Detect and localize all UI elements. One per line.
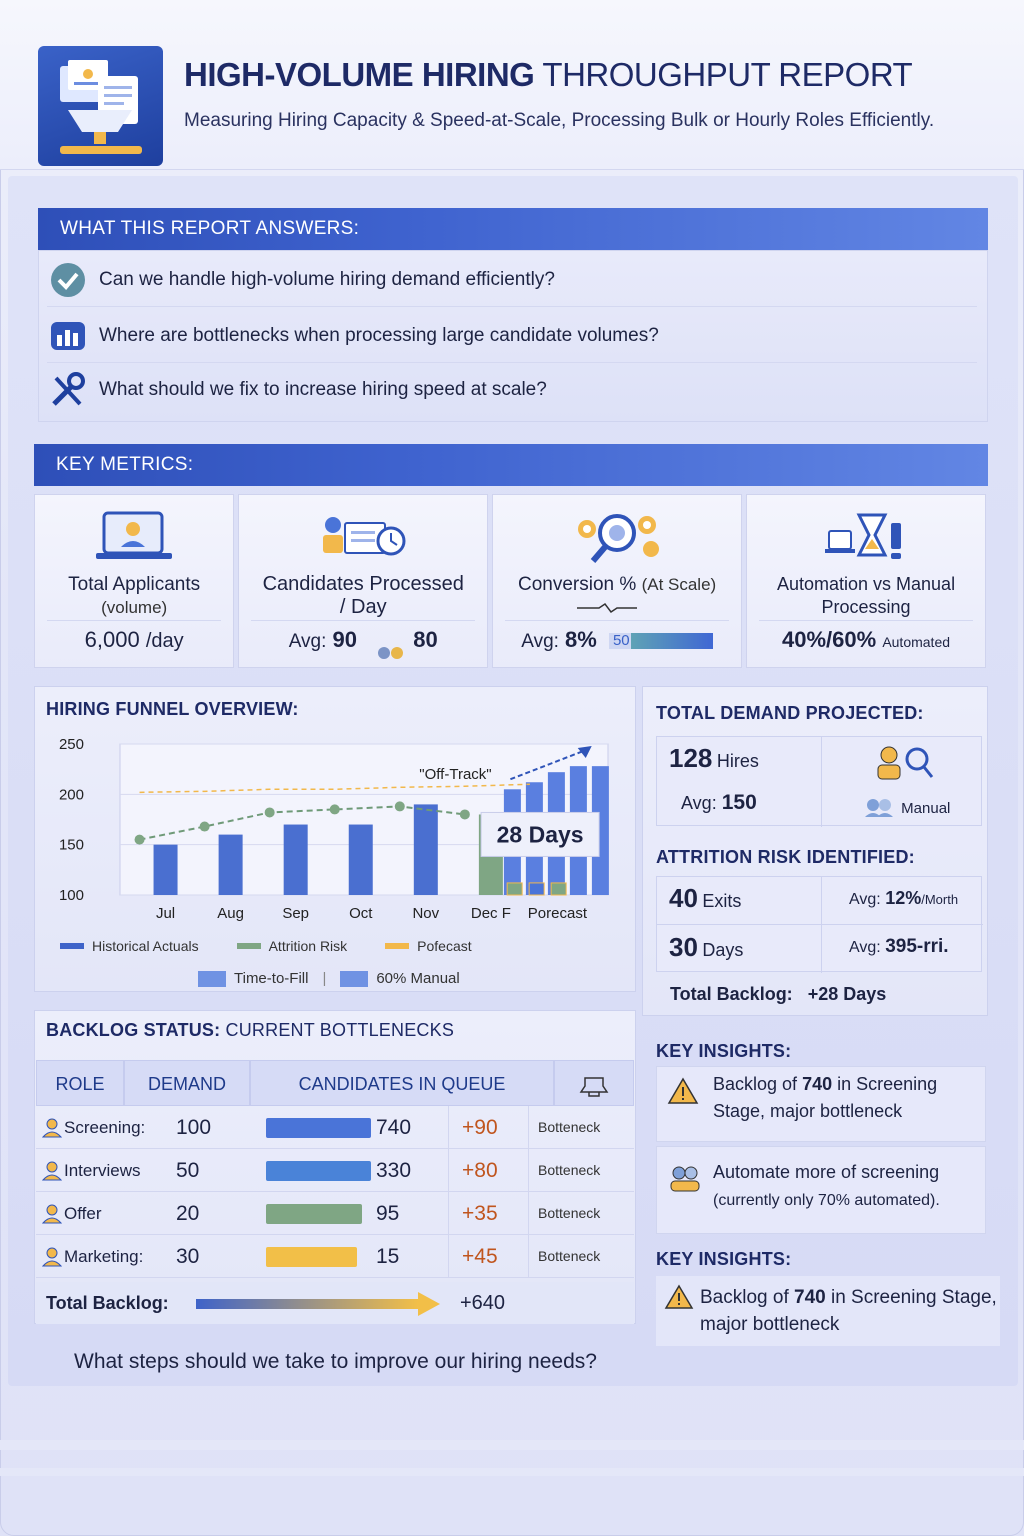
table-row (36, 1192, 634, 1235)
backlog-title (46, 1020, 454, 1041)
days-callout: 28 Days (496, 821, 584, 848)
queue-bar (266, 1247, 357, 1267)
x-tick-label: Porecast (527, 905, 588, 922)
insight-post: (currently only 70% automated). (713, 1192, 940, 1209)
metric-label (493, 573, 741, 596)
metric-label-text: Total Applicants (68, 574, 201, 595)
metric-extra-value: 80 (413, 627, 438, 652)
metric-value (505, 620, 729, 658)
queue-bar (266, 1204, 362, 1224)
table-row (36, 1106, 634, 1149)
column-header: DEMAND (124, 1060, 250, 1106)
attrition-backlog (670, 984, 886, 1005)
metric-sublabel: Processing (821, 597, 911, 617)
delta-cell: +90 (462, 1116, 498, 1139)
demand-manual (863, 797, 950, 821)
insight-post: in Screening Stage, major bottleneck (700, 1287, 997, 1335)
metric-extra-value: Automated (882, 634, 951, 650)
demand-avg (681, 791, 757, 815)
arrow-right-icon (196, 1292, 440, 1321)
status-badge: Botteneck (538, 1248, 601, 1264)
attrition-days-label: Days (702, 940, 744, 960)
legend-swatch (385, 943, 409, 949)
table-row (36, 1149, 634, 1192)
chart-legend-row-2: Time-to-Fill | 60% Manual (198, 970, 460, 987)
question-item (47, 253, 977, 307)
role-cell: Screening: (64, 1118, 146, 1137)
attrition-exits (669, 883, 741, 914)
hiring-report-logo-icon (38, 46, 163, 166)
delta-cell: +80 (462, 1159, 498, 1182)
delta-cell: +45 (462, 1245, 498, 1268)
attrition-avg2-value: 395-rri. (885, 936, 949, 957)
metric-card-automation (746, 494, 986, 668)
trend-point (395, 801, 405, 811)
bar (284, 825, 308, 895)
bar (219, 835, 243, 895)
answers-heading-band (38, 208, 988, 250)
attrition-title: ATTRITION RISK IDENTIFIED: (656, 847, 915, 867)
report-header (0, 0, 1024, 170)
insight-pre: Backlog of (700, 1287, 794, 1308)
attrition-exits-value: 40 (669, 883, 698, 913)
forecast-stack-bar (529, 883, 544, 895)
metric-avg-value: 8% (565, 627, 597, 652)
tools-icon (47, 369, 89, 411)
trend-point (265, 807, 275, 817)
demand-manual-label: Manual (901, 799, 951, 817)
role-cell: Offer (64, 1204, 102, 1223)
metric-value-unit: /day (145, 630, 184, 652)
bar (349, 825, 373, 895)
funnel-title: HIRING FUNNEL OVERVIEW: (46, 699, 299, 719)
metric-card-applicants (34, 494, 234, 668)
question-text: Can we handle high-volume hiring demand efficiently? (99, 268, 555, 290)
footer-question: What steps should we take to improve our hiring needs? (74, 1350, 597, 1373)
group-icon (863, 797, 897, 821)
forecast-stack-bar (507, 883, 522, 895)
bar-chart-icon (47, 315, 89, 357)
metric-label (239, 573, 487, 619)
person-search-icon (875, 743, 935, 787)
demand-avg-label: Avg: (681, 793, 717, 813)
warning-icon (664, 1284, 694, 1314)
insight-strong: 740 (802, 1074, 833, 1094)
x-tick-label: Nov (412, 905, 440, 922)
metric-label-text: Automation vs Manual (776, 574, 956, 594)
queue-cell: 330 (376, 1159, 412, 1182)
legend-label: 60% Manual (376, 970, 460, 987)
insight-text (713, 1159, 985, 1214)
insight-pre: Automate more of screening (713, 1162, 940, 1182)
metrics-heading-band (34, 444, 988, 486)
footer-divider (0, 1440, 1024, 1450)
insights-title: KEY INSIGHTS: (656, 1041, 792, 1061)
demand-box (656, 736, 982, 826)
metric-value-number: 6,000 (84, 627, 140, 652)
attrition-exits-label: Exits (702, 891, 742, 911)
person-icon (42, 1204, 62, 1229)
funnel-chart (48, 730, 628, 930)
answers-heading: WHAT THIS REPORT ANSWERS: (60, 218, 360, 239)
total-label: Total Backlog: (46, 1293, 169, 1313)
question-item (47, 363, 977, 417)
y-tick-label: 100 (58, 887, 84, 904)
legend-label: Historical Actuals (92, 938, 199, 954)
queue-cell: 15 (376, 1245, 400, 1268)
trend-point (330, 804, 340, 814)
off-track-annotation: "Off-Track" (419, 766, 492, 784)
legend-swatch (237, 943, 261, 949)
table-row (36, 1235, 634, 1278)
attrition-avg2-label: Avg: (849, 939, 881, 956)
delta-cell: +35 (462, 1202, 498, 1225)
y-tick-label: 200 (58, 786, 84, 804)
role-cell: Marketing: (64, 1247, 144, 1266)
key-metrics (34, 494, 986, 668)
metric-label-text: Candidates Processed (262, 573, 464, 595)
role-cell: Interviews (64, 1161, 141, 1180)
page-subtitle: Measuring Hiring Capacity & Speed-at-Scale, Processing Bulk or Hourly Roles Efficiently. (184, 110, 935, 131)
metric-extra-value: 50 (612, 632, 630, 650)
title-light: THROUGHPUT REPORT (542, 56, 913, 93)
insight-card (656, 1066, 986, 1142)
x-tick-label: Aug (217, 905, 244, 922)
legend-label: Time-to-Fill (234, 970, 309, 987)
x-tick-label: Dec F (470, 905, 511, 922)
person-icon (42, 1161, 62, 1186)
metric-avg-label: Avg: (521, 631, 559, 652)
insight-text (713, 1071, 985, 1125)
hourglass-automation-icon (821, 507, 911, 572)
y-tick-label: 250 (58, 736, 84, 753)
inbox-icon (579, 1074, 609, 1094)
x-tick-label: Sep (282, 905, 310, 922)
insight-card (656, 1276, 1000, 1346)
warning-icon (667, 1077, 699, 1109)
attrition-backlog-value: +28 Days (807, 984, 887, 1004)
title-bold: HIGH-VOLUME HIRING (184, 56, 535, 93)
gear-search-icon (569, 507, 665, 572)
demand-avg-value: 150 (721, 791, 757, 814)
insights-title-2: KEY INSIGHTS: (656, 1249, 792, 1269)
team-automation-icon (667, 1163, 703, 1197)
chart-legend-row-1 (60, 938, 472, 954)
queue-bar (266, 1118, 371, 1138)
person-icon (42, 1247, 62, 1272)
insight-pre: Backlog of (713, 1074, 803, 1094)
attrition-days (669, 932, 743, 963)
question-text: What should we fix to increase hiring speed at scale? (99, 379, 547, 400)
status-badge: Botteneck (538, 1162, 601, 1178)
applicant-profile-icon (92, 507, 176, 572)
sparkline-icon (577, 601, 637, 619)
attrition-backlog-label: Total Backlog: (670, 984, 793, 1004)
metric-label (35, 573, 233, 619)
people-dots-icon (377, 634, 407, 648)
check-circle-icon (47, 259, 89, 301)
status-badge: Botteneck (538, 1205, 601, 1221)
demand-cell: 100 (176, 1116, 212, 1139)
backlog-title-bold: BACKLOG STATUS: (46, 1020, 221, 1040)
total-value: +640 (460, 1292, 506, 1314)
legend-swatch (60, 943, 84, 949)
attrition-avg-days (849, 936, 949, 958)
metric-value (759, 620, 973, 658)
backlog-total-row (36, 1282, 634, 1324)
x-tick-label: Jul (155, 905, 176, 922)
attrition-box (656, 876, 982, 972)
demand-hires-value: 128 (669, 743, 713, 773)
metric-sublabel: (volume) (101, 598, 168, 617)
attrition-avg-rate (849, 888, 958, 909)
x-tick-label: Oct (349, 905, 373, 922)
metric-label-text: Conversion % (518, 574, 637, 595)
legend-label: Pofecast (417, 938, 472, 954)
trend-point (135, 835, 145, 845)
bar (154, 845, 178, 895)
bar (414, 804, 438, 895)
column-header: ROLE (36, 1060, 124, 1106)
person-icon (42, 1118, 62, 1143)
metric-value (251, 620, 475, 658)
attrition-avg-label: Avg: (849, 891, 881, 908)
forecast-stack-bar (551, 883, 566, 895)
metric-avg-value: 90 (332, 627, 358, 652)
trend-point (200, 822, 210, 832)
status-badge: Botteneck (538, 1119, 601, 1135)
demand-cell: 30 (176, 1245, 200, 1268)
insight-post: in Screening Stage, major bottleneck (713, 1074, 938, 1121)
column-header: CANDIDATES IN QUEUE (250, 1060, 554, 1106)
metric-sublabel: / Day (339, 596, 387, 618)
insight-strong: 740 (794, 1287, 826, 1308)
attrition-avg-unit: /Morth (921, 892, 959, 907)
legend-swatch (198, 971, 226, 987)
insight-text (700, 1284, 998, 1338)
page-title (184, 56, 912, 94)
demand-hires-label: Hires (716, 751, 759, 771)
metric-card-conversion (492, 494, 742, 668)
demand-cell: 50 (176, 1159, 200, 1182)
queue-cell: 740 (376, 1116, 412, 1139)
demand-cell: 20 (176, 1202, 200, 1225)
answers-list (38, 250, 988, 422)
metric-avg-label: Avg: (288, 631, 327, 652)
candidates-clock-icon (315, 507, 411, 572)
column-header-icon (554, 1060, 634, 1106)
metrics-heading: KEY METRICS: (56, 454, 194, 475)
metric-card-processed (238, 494, 488, 668)
backlog-title-rest: CURRENT BOTTLENECKS (225, 1020, 455, 1040)
y-tick-label: 150 (58, 836, 84, 854)
queue-bar (266, 1161, 371, 1181)
conversion-progress (609, 633, 713, 649)
demand-title: TOTAL DEMAND PROJECTED: (656, 703, 924, 723)
queue-cell: 95 (376, 1202, 400, 1225)
metric-value (47, 620, 221, 658)
attrition-days-value: 30 (669, 932, 698, 962)
question-text: Where are bottlenecks when processing large candidate volumes? (99, 324, 659, 346)
metric-label (747, 573, 985, 619)
question-item (47, 309, 977, 363)
insight-card (656, 1146, 986, 1234)
attrition-avg-value: 12% (885, 888, 922, 908)
metric-sublabel: (At Scale) (641, 575, 717, 594)
trend-point (460, 809, 470, 819)
footer-divider (0, 1468, 1024, 1476)
metric-value-number: 40%/60% (782, 627, 877, 652)
legend-swatch (340, 971, 368, 987)
demand-hires (669, 743, 759, 774)
legend-label: Attrition Risk (268, 938, 348, 954)
